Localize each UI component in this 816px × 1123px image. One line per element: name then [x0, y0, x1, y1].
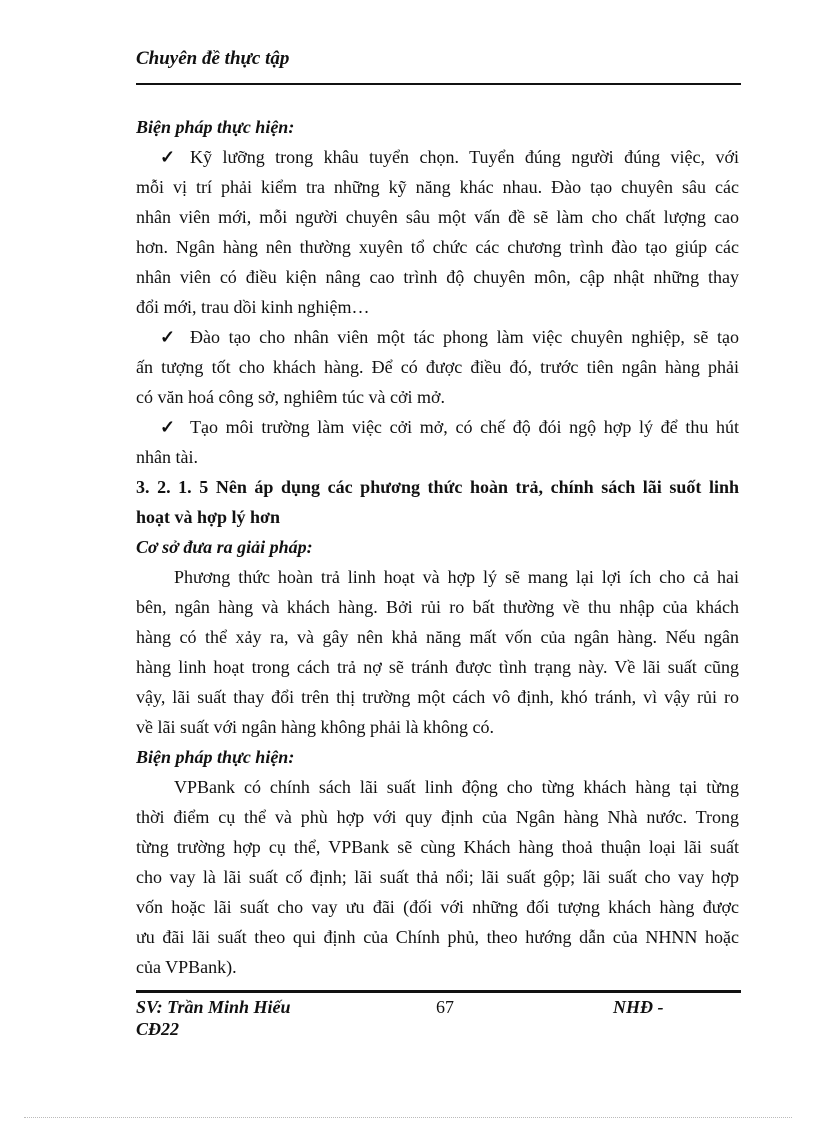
bullet-line: nhân tài.: [136, 447, 198, 467]
bullet-item-3: [136, 412, 739, 472]
bullet-line: ấn tượng tốt cho khách hàng. Để có được điều đó, trước tiên ngân hàng phải: [136, 357, 739, 377]
page-header-title: Chuyên đề thực tập: [136, 48, 290, 69]
paragraph-line: Phương thức hoàn trả linh hoạt và hợp lý sẽ mang lại lợi ích cho cả hai: [174, 567, 739, 587]
paragraph-line: thời điểm cụ thể và phù hợp với quy định của Ngân hàng Nhà nước. Trong: [136, 807, 739, 827]
bullet-line: nhân viên có điều kiện nâng cao trình độ chuyên môn, cập nhật những thay: [136, 267, 739, 287]
footer-student-name: SV: Trần Minh Hiếu: [136, 997, 291, 1017]
bullet-line: có văn hoá công sở, nghiêm túc và cởi mở.: [136, 387, 445, 407]
bullet-line: ✓ Đào tạo cho nhân viên một tác phong làm việc chuyên nghiệp, sẽ tạo: [136, 322, 739, 352]
footer-student-class: CĐ22: [136, 1019, 180, 1039]
bullet-line: nhân viên mới, mỗi người chuyên sâu một vấn đề sẽ làm cho chất lượng cao: [136, 207, 739, 227]
checkmark-icon: ✓: [160, 147, 176, 167]
section-title-line: 3. 2. 1. 5 Nên áp dụng các phương thức hoàn trả, chính sách lãi suốt linh: [136, 477, 739, 497]
paragraph-line: vậy, lãi suất thay đổi trên thị trường một cách vô định, khó tránh, vì vậy rủi ro: [136, 687, 739, 707]
heading-bien-phap-1: Biện pháp thực hiện:: [136, 117, 295, 137]
bullet-line: hơn. Ngân hàng nên thường xuyên tổ chức các chương trình đào tạo giúp các: [136, 237, 739, 257]
bullet-line: ✓ Kỹ lưỡng trong khâu tuyển chọn. Tuyển đúng người đúng việc, với: [136, 142, 739, 172]
body-content: [136, 112, 739, 982]
section-title-line: hoạt và hợp lý hơn: [136, 507, 280, 527]
paragraph-line: bên, ngân hàng và khách hàng. Bởi rủi ro bất thường về thu nhập của khách: [136, 597, 739, 617]
header-divider: [136, 83, 741, 85]
checkmark-icon: ✓: [160, 417, 176, 437]
heading-bien-phap-2: Biện pháp thực hiện:: [136, 747, 295, 767]
checkmark-icon: ✓: [160, 327, 176, 347]
paragraph-line: hàng có thể xảy ra, và gây nên khả năng mất vốn của ngân hàng. Nếu ngân: [136, 627, 739, 647]
paragraph-line: của VPBank).: [136, 957, 237, 977]
bullet-item-2: [136, 322, 739, 412]
paragraph-1: [136, 562, 739, 742]
paragraph-line: hàng linh hoạt trong cách trả nợ sẽ tránh được tình trạng này. Về lãi suất cũng: [136, 657, 739, 677]
paragraph-line: ưu đãi lãi suất theo qui định của Chính phủ, theo hướng dẫn của NHNN hoặc: [136, 927, 739, 947]
footer-student: [136, 996, 326, 1040]
bullet-item-1: [136, 142, 739, 322]
heading-co-so: Cơ sở đưa ra giải pháp:: [136, 537, 313, 557]
bullet-line: ✓ Tạo môi trường làm việc cởi mở, có chế độ đói ngộ hợp lý để thu hút: [136, 412, 739, 442]
footer-class-code: NHĐ -: [613, 997, 664, 1017]
paragraph-line: từng trường hợp cụ thể, VPBank sẽ cùng Khách hàng thoả thuận loại lãi suất: [136, 837, 739, 857]
page-bottom-border: [24, 1117, 792, 1118]
bullet-line: đổi mới, trau dồi kinh nghiệm…: [136, 297, 370, 317]
paragraph-line: cho vay là lãi suất cố định; lãi suất thả nổi; lãi suất gộp; lãi suất cho vay hợp: [136, 867, 739, 887]
paragraph-line: VPBank có chính sách lãi suất linh động cho từng khách hàng tại từng: [174, 777, 739, 797]
paragraph-line: về lãi suất với ngân hàng không phải là không có.: [136, 717, 494, 737]
paragraph-line: vốn hoặc lãi suất cho vay ưu đãi (đối với những đối tượng khách hàng được: [136, 897, 739, 917]
paragraph-2: [136, 772, 739, 982]
footer-divider: [136, 990, 741, 993]
page-number: 67: [436, 997, 454, 1017]
bullet-line: mỗi vị trí phải kiểm tra những kỹ năng khác nhau. Đào tạo chuyên sâu các: [136, 177, 739, 197]
